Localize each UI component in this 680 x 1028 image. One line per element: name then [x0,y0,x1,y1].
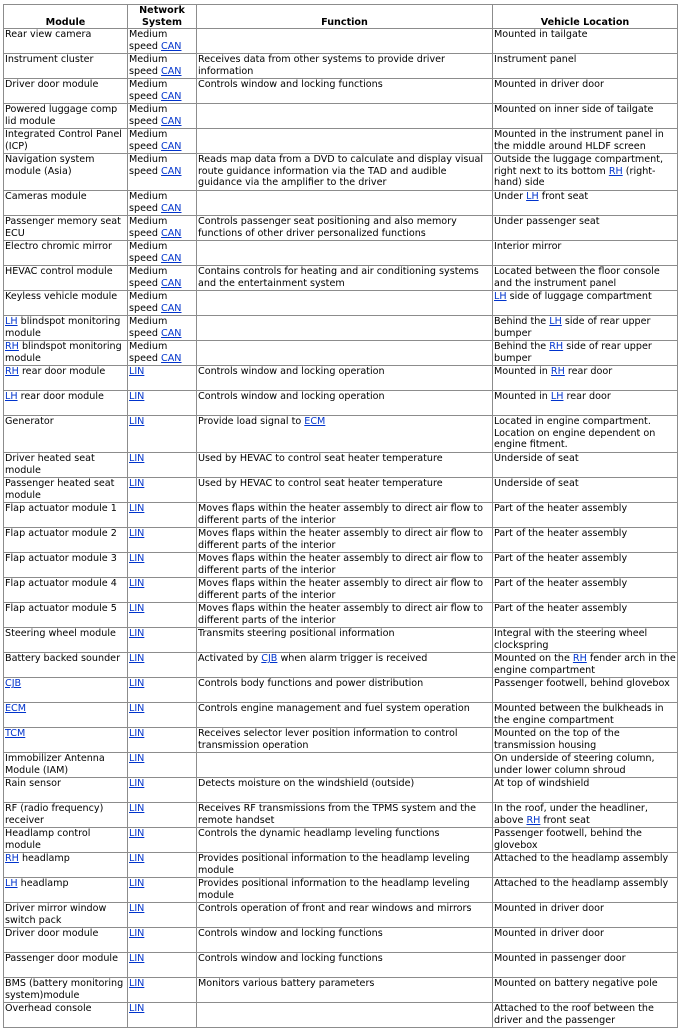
glossary-link-cjb[interactable]: CJB [261,653,278,665]
cell-vehicle-location: Underside of seat [493,478,678,503]
glossary-link-lin[interactable]: LIN [129,553,145,565]
glossary-link-can[interactable]: CAN [161,90,182,102]
glossary-link-can[interactable]: CAN [161,165,182,177]
table-row [4,853,678,878]
cell-module: Steering wheel module [4,628,128,653]
cell-function: Activated by CJB when alarm trigger is received [197,653,493,678]
cell-function [197,316,493,341]
cell-vehicle-location: Interior mirror [493,241,678,266]
table-row [4,129,678,154]
cell-network-system [128,828,197,853]
cell-vehicle-location: Mounted in driver door [493,903,678,928]
glossary-link-can[interactable]: CAN [161,115,182,127]
cell-function: Controls passenger seat positioning and also memory functions of other driver personalized functions [197,216,493,241]
glossary-link-lh[interactable]: LH [5,878,18,890]
cell-module: Flap actuator module 4 [4,578,128,603]
glossary-link-lin[interactable]: LIN [129,628,145,640]
glossary-link-lin[interactable]: LIN [129,453,145,465]
cell-network-system [128,928,197,953]
cell-vehicle-location: Under LH front seat [493,191,678,216]
cell-vehicle-location: Attached to the headlamp assembly [493,878,678,903]
cell-function: Controls window and locking functions [197,953,493,978]
cell-network-system: Medium speed CAN [128,316,197,341]
glossary-link-lh[interactable]: LH [5,391,18,403]
cell-vehicle-location: Located in engine compartment. Location on engine dependent on engine fitment. [493,416,678,453]
cell-vehicle-location: Passenger footwell, behind glovebox [493,678,678,703]
table-row [4,291,678,316]
glossary-link-lin[interactable]: LIN [129,503,145,515]
cell-module: Generator [4,416,128,453]
cell-module: Passenger door module [4,953,128,978]
cell-function: Controls operation of front and rear windows and mirrors [197,903,493,928]
cell-function: Moves flaps within the heater assembly to direct air flow to different parts of the interior [197,603,493,628]
cell-vehicle-location: Passenger footwell, behind the glovebox [493,828,678,853]
cell-vehicle-location: At top of windshield [493,778,678,803]
table-row [4,241,678,266]
cell-network-system [128,603,197,628]
glossary-link-lin[interactable]: LIN [129,416,145,428]
glossary-link-lh[interactable]: LH [5,316,18,328]
cell-function: Controls engine management and fuel system operation [197,703,493,728]
cell-vehicle-location: Part of the heater assembly [493,553,678,578]
table-row [4,778,678,803]
network-modules-table [3,4,678,1028]
glossary-link-can[interactable]: CAN [161,352,182,364]
table-row [4,928,678,953]
cell-network-system [128,978,197,1003]
cell-network-system: Medium speed CAN [128,54,197,79]
table-row [4,154,678,191]
cell-network-system [128,553,197,578]
cell-function: Receives RF transmissions from the TPMS system and the remote handset [197,803,493,828]
glossary-link-lin[interactable]: LIN [129,728,145,740]
cell-network-system: Medium speed CAN [128,216,197,241]
cell-module: Flap actuator module 3 [4,553,128,578]
glossary-link-rh[interactable]: RH [5,341,19,353]
cell-module: HEVAC control module [4,266,128,291]
table-body [4,29,678,1028]
cell-network-system [128,528,197,553]
cell-module: RF (radio frequency) receiver [4,803,128,828]
cell-vehicle-location: Mounted on inner side of tailgate [493,104,678,129]
table-row [4,216,678,241]
cell-function: Transmits steering positional information [197,628,493,653]
table-row [4,828,678,853]
cell-network-system: Medium speed CAN [128,266,197,291]
table-row [4,453,678,478]
cell-function: Detects moisture on the windshield (outside) [197,778,493,803]
cell-module: Navigation system module (Asia) [4,154,128,191]
table-row [4,753,678,778]
cell-module: Flap actuator module 5 [4,603,128,628]
cell-module: Rear view camera [4,29,128,54]
glossary-link-can[interactable]: CAN [161,140,182,152]
cell-module: Powered luggage comp lid module [4,104,128,129]
cell-network-system: Medium speed CAN [128,104,197,129]
cell-network-system [128,653,197,678]
cell-network-system [128,903,197,928]
cell-function [197,29,493,54]
glossary-link-lin[interactable]: LIN [129,703,145,715]
cell-function [197,241,493,266]
glossary-link-lin[interactable]: LIN [129,803,145,815]
cell-network-system [128,416,197,453]
cell-function: Contains controls for heating and air conditioning systems and the entertainment system [197,266,493,291]
table-row [4,903,678,928]
cell-module: Integrated Control Panel (ICP) [4,129,128,154]
cell-network-system [128,778,197,803]
glossary-link-lh[interactable]: LH [494,291,507,303]
table-row [4,528,678,553]
glossary-link-lin[interactable]: LIN [129,1003,145,1015]
table-row [4,104,678,129]
cell-vehicle-location: Mounted on battery negative pole [493,978,678,1003]
table-row [4,703,678,728]
cell-network-system: Medium speed CAN [128,79,197,104]
cell-vehicle-location: Mounted in the instrument panel in the middle around HLDF screen [493,129,678,154]
cell-function: Moves flaps within the heater assembly to direct air flow to different parts of the interior [197,553,493,578]
cell-vehicle-location: Mounted on the RH fender arch in the engine compartment [494,653,676,676]
cell-module: BMS (battery monitoring system)module [4,978,128,1003]
table-row [4,478,678,503]
cell-network-system: Medium speed CAN [128,341,197,366]
glossary-link-lin[interactable]: LIN [129,578,145,590]
cell-function: Used by HEVAC to control seat heater temperature [197,478,493,503]
cell-vehicle-location: Part of the heater assembly [493,503,678,528]
header-vehicle-location: Vehicle Location [493,5,678,29]
table-row [4,653,678,678]
cell-network-system [128,953,197,978]
cell-network-system [128,1003,197,1028]
table-row [4,878,678,903]
cell-vehicle-location: Part of the heater assembly [493,528,678,553]
cell-module: Rain sensor [4,778,128,803]
cell-module [4,703,128,728]
glossary-link-lin[interactable]: LIN [129,828,145,840]
cell-function [197,129,493,154]
cell-vehicle-location: Part of the heater assembly [493,578,678,603]
cell-function: Moves flaps within the heater assembly to direct air flow to different parts of the interior [197,503,493,528]
glossary-link-rh[interactable]: RH [550,366,565,378]
glossary-link-lin[interactable]: LIN [129,903,145,915]
glossary-link-can[interactable]: CAN [161,65,182,77]
cell-function: Controls body functions and power distribution [197,678,493,703]
cell-network-system [128,578,197,603]
glossary-link-lin[interactable]: LIN [129,391,145,403]
cell-module: Flap actuator module 1 [4,503,128,528]
table-row [4,678,678,703]
table-row [4,978,678,1003]
cell-function: Used by HEVAC to control seat heater temperature [197,453,493,478]
cell-vehicle-location: Under passenger seat [493,216,678,241]
cell-module: RH rear door module [4,366,128,391]
cell-function: Receives selector lever position information to control transmission operation [197,728,493,753]
cell-vehicle-location: On underside of steering column, under lower column shroud [493,753,678,778]
glossary-link-can[interactable]: CAN [161,227,182,239]
cell-function: Provide load signal to ECM [197,416,493,453]
glossary-link-lh[interactable]: LH [526,191,539,203]
cell-module: Instrument cluster [4,54,128,79]
cell-module: Driver door module [4,79,128,104]
cell-module: Battery backed sounder [4,653,128,678]
cell-module: Driver heated seat module [4,453,128,478]
cell-function: Provides positional information to the headlamp leveling module [197,878,493,903]
glossary-link-rh[interactable]: RH [526,814,541,826]
glossary-link-lh[interactable]: LH [549,316,562,328]
cell-function: Controls window and locking operation [197,391,493,416]
cell-vehicle-location: Integral with the steering wheel clockspring [493,628,678,653]
cell-module: Flap actuator module 2 [4,528,128,553]
glossary-link-lh[interactable]: LH [550,391,564,403]
glossary-link-lin[interactable]: LIN [129,778,145,790]
cell-module: LH blindspot monitoring module [4,316,128,341]
cell-vehicle-location: Located between the floor console and the instrument panel [493,266,678,291]
cell-network-system: Medium speed CAN [128,191,197,216]
glossary-link-lin[interactable]: LIN [129,953,145,965]
cell-function [197,341,493,366]
cell-network-system [128,853,197,878]
cell-function: Provides positional information to the headlamp leveling module [197,853,493,878]
cell-function: Controls the dynamic headlamp leveling functions [197,828,493,853]
cell-vehicle-location: Mounted on the top of the transmission housing [493,728,678,753]
glossary-link-can[interactable]: CAN [161,327,182,339]
cell-function [197,291,493,316]
table-row [4,416,678,453]
cell-vehicle-location: Mounted in LH rear door [493,391,678,416]
table-row [4,79,678,104]
cell-vehicle-location: LH side of luggage compartment [493,291,678,316]
glossary-link-lin[interactable]: LIN [129,653,145,665]
cell-vehicle-location: Behind the RH side of rear upper bumper [493,341,678,366]
cell-network-system: Medium speed CAN [128,291,197,316]
table-row [4,391,678,416]
glossary-link-lin[interactable]: LIN [129,678,145,690]
glossary-link-lin[interactable]: LIN [129,528,145,540]
cell-module: Immobilizer Antenna Module (IAM) [4,753,128,778]
cell-vehicle-location: Mounted in passenger door [493,953,678,978]
table-row [4,191,678,216]
cell-function: Reads map data from a DVD to calculate and display visual route guidance information via the TAD and audible guidance via the amplifier to the driver [197,154,493,191]
cell-function [197,104,493,129]
cell-network-system [128,478,197,503]
glossary-link-lin[interactable]: LIN [129,928,145,940]
cell-vehicle-location: Mounted in RH rear door [493,366,678,391]
cell-network-system [128,703,197,728]
cell-network-system [128,391,197,416]
cell-vehicle-location: Part of the heater assembly [493,603,678,628]
cell-module: Driver mirror window switch pack [4,903,128,928]
glossary-link-lin[interactable]: LIN [129,753,145,765]
cell-network-system [128,366,197,391]
table-row [4,266,678,291]
table-row [4,578,678,603]
table-row [4,341,678,366]
glossary-link-rh[interactable]: RH [5,853,19,865]
cell-network-system [128,728,197,753]
cell-network-system [128,503,197,528]
header-row [4,5,678,29]
cell-vehicle-location: Mounted in driver door [493,928,678,953]
cell-function [197,191,493,216]
header-network-system: Network System [128,5,197,29]
header-function: Function [197,5,493,29]
glossary-link-ecm[interactable]: ECM [304,416,326,428]
glossary-link-tcm[interactable]: TCM [5,728,26,740]
cell-network-system: Medium speed CAN [128,154,197,191]
table-row [4,603,678,628]
glossary-link-lin[interactable]: LIN [129,478,145,490]
cell-network-system [128,753,197,778]
cell-vehicle-location: Mounted in driver door [493,79,678,104]
cell-network-system [128,628,197,653]
cell-function [197,753,493,778]
cell-module [4,678,128,703]
table-row [4,1003,678,1028]
cell-function: Receives data from other systems to provide driver information [197,54,493,79]
cell-network-system [128,678,197,703]
cell-network-system [128,453,197,478]
cell-vehicle-location: Mounted between the bulkheads in the engine compartment [493,703,678,728]
table-row [4,953,678,978]
cell-module: Keyless vehicle module [4,291,128,316]
glossary-link-lin[interactable]: LIN [129,366,145,378]
cell-function [197,1003,493,1028]
cell-vehicle-location: Outside the luggage compartment, right next to its bottom RH (right-hand) side [493,154,678,191]
glossary-link-rh[interactable]: RH [5,366,19,378]
cell-vehicle-location: Attached to the headlamp assembly [493,853,678,878]
cell-network-system: Medium speed CAN [128,129,197,154]
cell-function: Moves flaps within the heater assembly to direct air flow to different parts of the interior [197,528,493,553]
cell-function: Controls window and locking functions [197,928,493,953]
cell-network-system [128,878,197,903]
cell-vehicle-location: In the roof, under the headliner, above RH front seat [493,803,678,828]
glossary-link-rh[interactable]: RH [608,165,623,177]
table-row [4,29,678,54]
glossary-link-rh[interactable]: RH [572,653,587,665]
cell-network-system [128,803,197,828]
table-row [4,628,678,653]
glossary-link-can[interactable]: CAN [161,40,182,52]
table-row [4,366,678,391]
cell-function: Controls window and locking functions [197,79,493,104]
cell-vehicle-location: Behind the LH side of rear upper bumper [493,316,678,341]
cell-function: Monitors various battery parameters [197,978,493,1003]
cell-vehicle-location: Underside of seat [493,453,678,478]
cell-module: LH headlamp [4,878,128,903]
cell-module: Driver door module [4,928,128,953]
table-row [4,728,678,753]
glossary-link-lin[interactable]: LIN [129,878,145,890]
cell-module: Passenger memory seat ECU [4,216,128,241]
cell-module: Passenger heated seat module [4,478,128,503]
cell-module: RH blindspot monitoring module [4,341,128,366]
glossary-link-can[interactable]: CAN [161,252,182,264]
cell-module: Electro chromic mirror [4,241,128,266]
cell-vehicle-location: Instrument panel [493,54,678,79]
table-row [4,503,678,528]
cell-function: Moves flaps within the heater assembly to direct air flow to different parts of the interior [197,578,493,603]
glossary-link-rh[interactable]: RH [549,341,564,353]
cell-vehicle-location: Mounted in tailgate [493,29,678,54]
glossary-link-can[interactable]: CAN [161,202,182,214]
cell-network-system: Medium speed CAN [128,29,197,54]
cell-vehicle-location: Attached to the roof between the driver and the passenger [493,1003,678,1028]
table-row [4,803,678,828]
glossary-link-ecm[interactable]: ECM [5,703,27,715]
cell-module: RH headlamp [4,853,128,878]
header-module: Module [4,5,128,29]
cell-network-system: Medium speed CAN [128,241,197,266]
table-row [4,54,678,79]
cell-module: Cameras module [4,191,128,216]
glossary-link-lin[interactable]: LIN [129,978,145,990]
glossary-link-lin[interactable]: LIN [129,603,145,615]
cell-module: LH rear door module [4,391,128,416]
glossary-link-can[interactable]: CAN [161,277,182,289]
cell-function: Controls window and locking operation [197,366,493,391]
glossary-link-can[interactable]: CAN [161,302,182,314]
cell-module: Overhead console [4,1003,128,1028]
cell-module [4,728,128,753]
glossary-link-cjb[interactable]: CJB [5,678,22,690]
table-row [4,553,678,578]
glossary-link-lin[interactable]: LIN [129,853,145,865]
table-row [4,316,678,341]
cell-module: Headlamp control module [4,828,128,853]
